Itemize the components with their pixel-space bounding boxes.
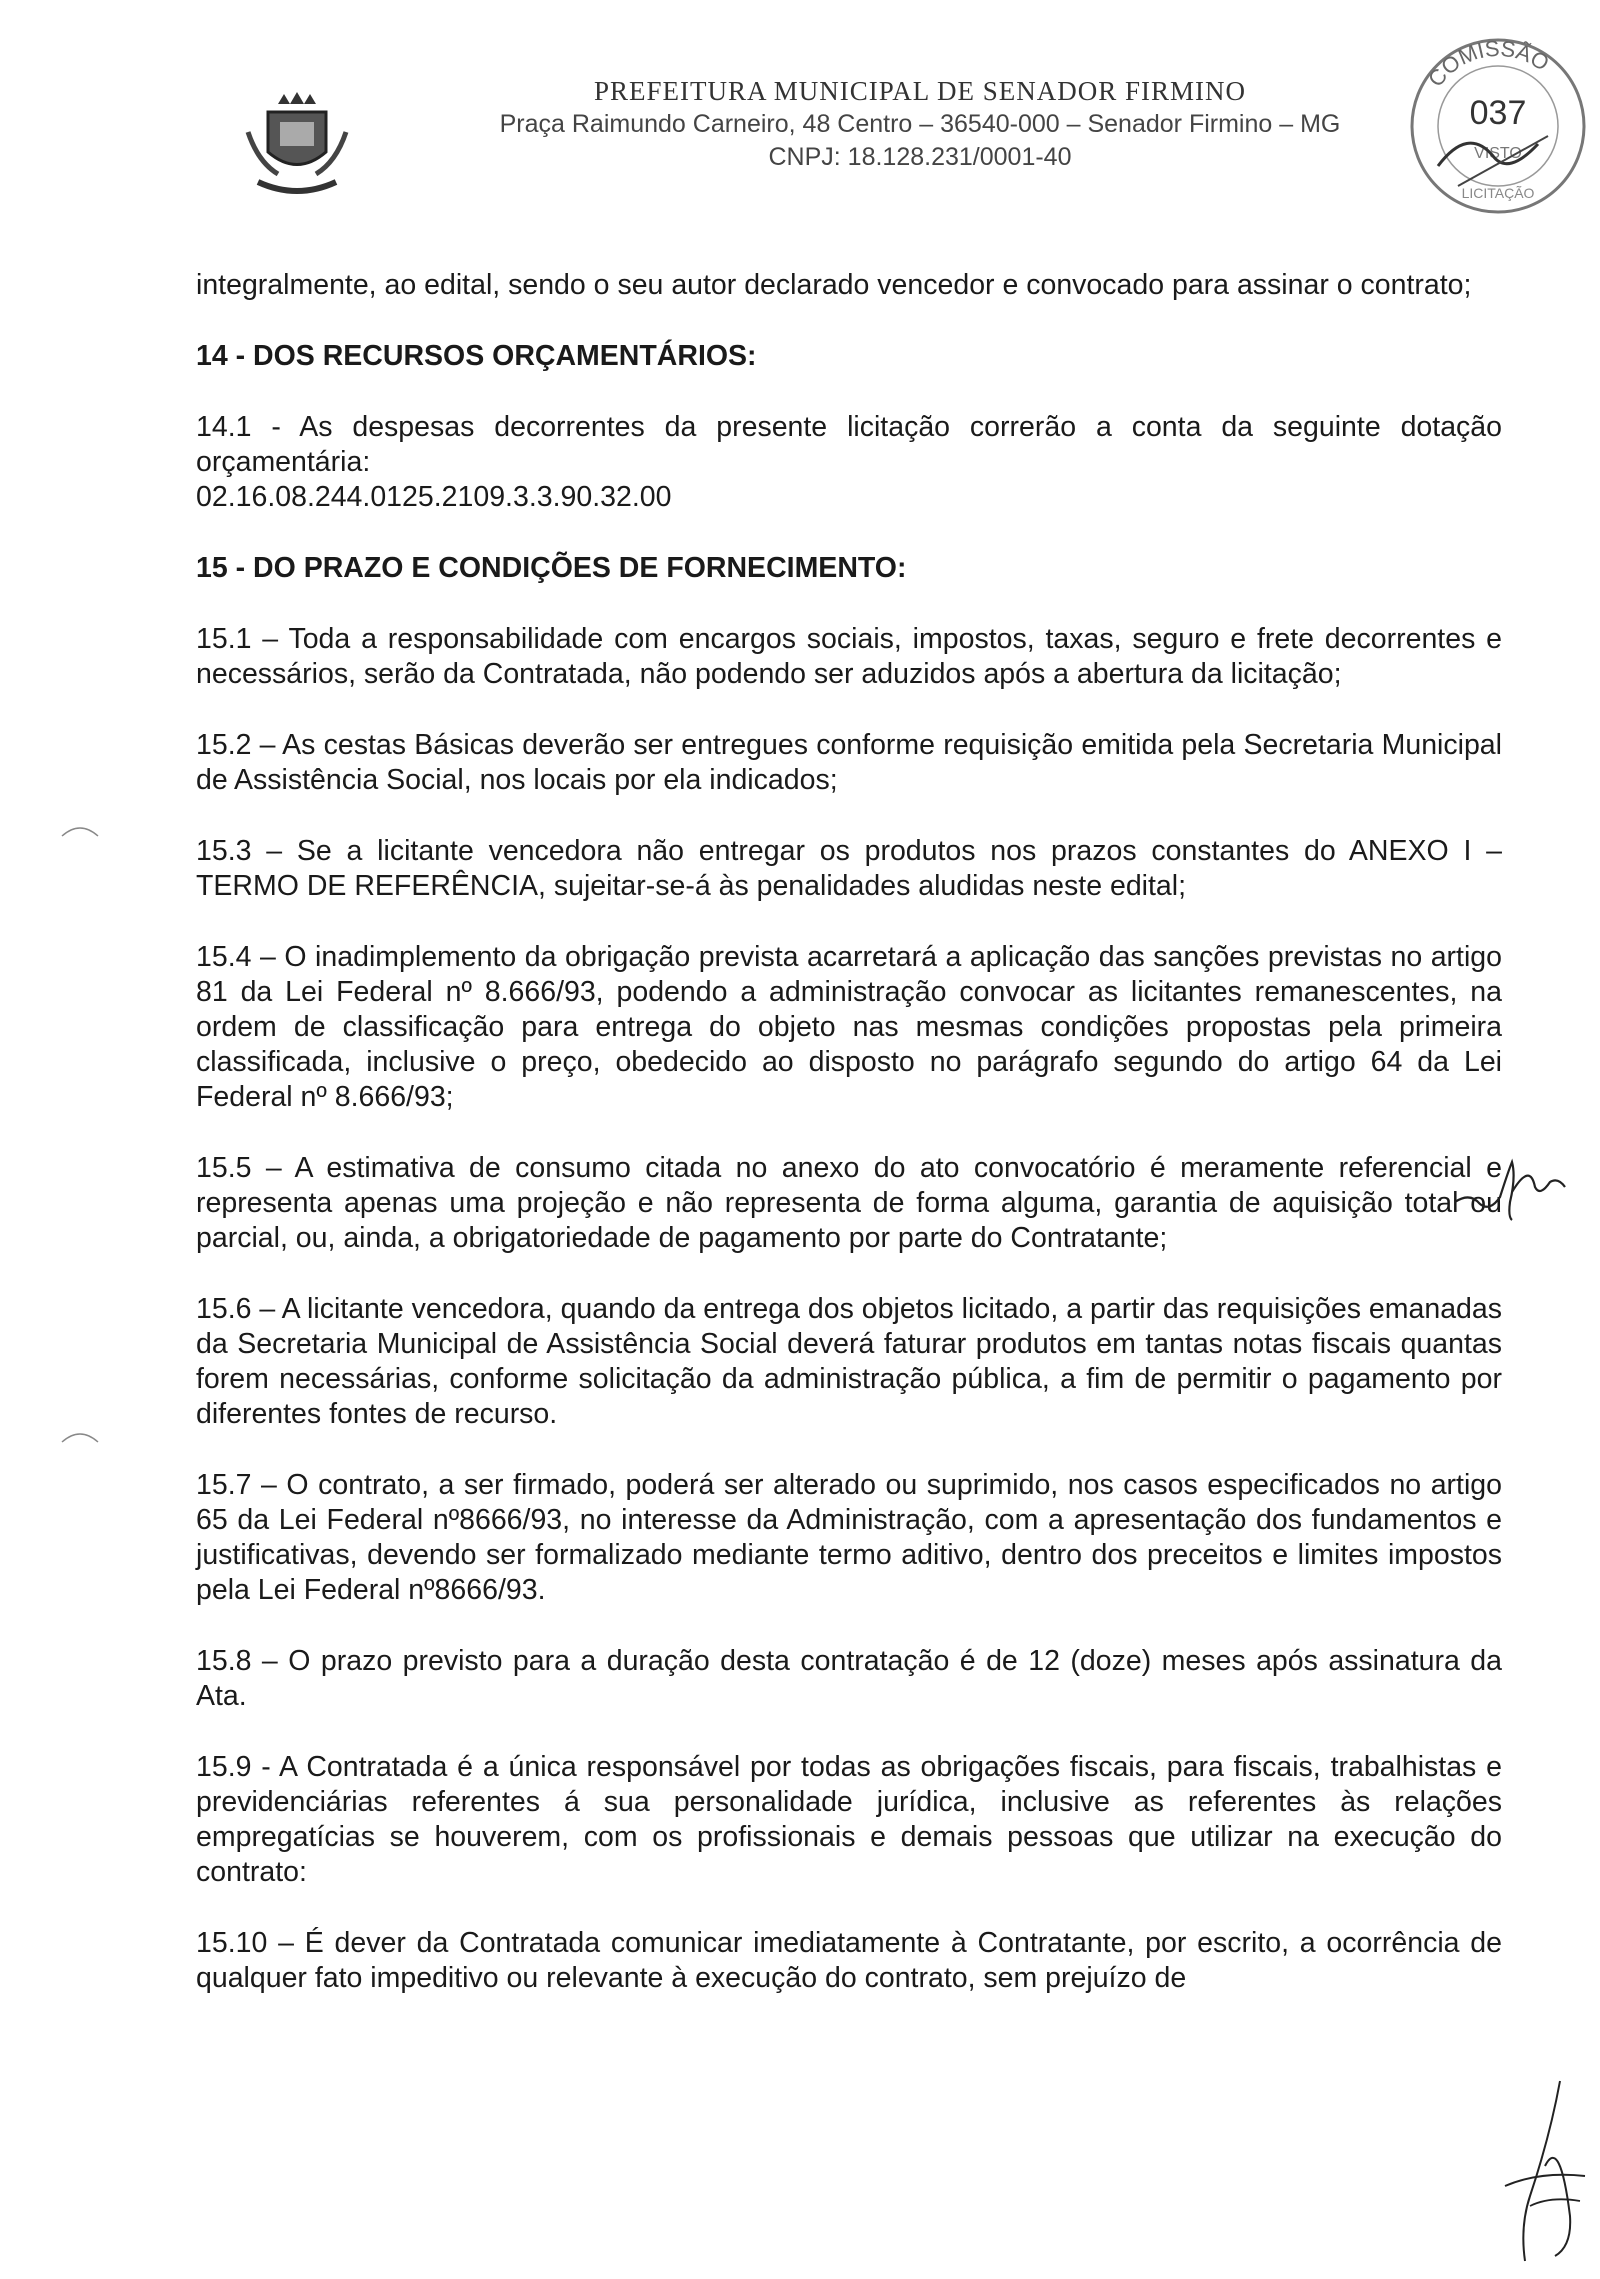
section-15-title: 15 - DO PRAZO E CONDIÇÕES DE FORNECIMENTO: [196,552,907,584]
organization-cnpj: CNPJ: 18.128.231/0001-40 [768,143,1072,171]
svg-text:037: 037 [1469,94,1527,132]
handwritten-signature-icon [1500,2076,1590,2266]
svg-text:VISTO: VISTO [1474,145,1522,162]
paragraph-14-1: 14.1 - As despesas decorrentes da presente licitação correrão a conta da seguinte dotação orçamentária: [196,411,1502,478]
paragraph-15-8: 15.8 – O prazo previsto para a duração desta contratação é de 12 (doze) meses após assinatura da Ata. [196,1645,1502,1712]
budget-code: 02.16.08.244.0125.2109.3.3.90.32.00 [196,481,672,513]
paragraph-15-2: 15.2 – As cestas Básicas deverão ser entregues conforme requisição emitida pela Secretaria Municipal de Assistência Social, nos locais por ela indicados; [196,729,1502,796]
section-14-title: 14 - DOS RECURSOS ORÇAMENTÁRIOS: [196,340,757,372]
paragraph-15-1: 15.1 – Toda a responsabilidade com encargos sociais, impostos, taxas, seguro e frete decorrentes e necessários, serão da Contratada, não podendo ser aduzidos após a abertura da licitação; [196,623,1502,690]
svg-text:LICITAÇÃO: LICITAÇÃO [1461,185,1535,201]
paragraph-15-7: 15.7 – O contrato, a ser firmado, poderá ser alterado ou suprimido, nos casos especificados no artigo 65 da Lei Federal nº8666/93, no interesse da Administração, com a apresentação dos fundamentos e justificativas, devendo ser formalizado mediante termo aditivo, dentro dos preceitos e limites impostos pela Lei Federal nº8666/93. [196,1469,1502,1606]
commission-stamp-icon [1398,26,1598,226]
organization-address: Praça Raimundo Carneiro, 48 Centro – 36540-000 – Senador Firmino – MG [499,110,1341,138]
svg-text:COMISSÃO: COMISSÃO [1422,35,1554,92]
organization-name: PREFEITURA MUNICIPAL DE SENADOR FIRMINO [593,76,1247,106]
intro-paragraph: integralmente, ao edital, sendo o seu autor declarado vencedor e convocado para assinar o contrato; [196,269,1472,301]
municipal-crest-icon [238,82,356,200]
paragraph-15-6: 15.6 – A licitante vencedora, quando da entrega dos objetos licitado, a partir das requisições emanadas da Secretaria Municipal de Assistência Social deverá faturar produtos em tantas notas fiscais quantas forem necessárias, conforme solicitação da administração pública, a fim de permitir o pagamento por diferentes fontes de recurso. [196,1293,1502,1430]
document-body [196,268,1502,1996]
header-text [420,74,1420,174]
paragraph-15-9: 15.9 - A Contratada é a única responsável por todas as obrigações fiscais, para fiscais, trabalhistas e previdenciárias referentes á sua personalidade jurídica, inclusive as referentes às relações empregatícias se houverem, com os profissionais e demais pessoas que utilizar na execução do contrato: [196,1751,1502,1888]
paragraph-15-5: 15.5 – A estimativa de consumo citada no anexo do ato convocatório é meramente referencial e representa apenas uma projeção e não representa de forma alguma, garantia de aquisição total ou parcial, ou, ainda, a obrigatoriedade de pagamento por parte do Contratante; [196,1152,1502,1254]
paragraph-15-3: 15.3 – Se a licitante vencedora não entregar os produtos nos prazos constantes do ANEXO I – TERMO DE REFERÊNCIA, sujeitar-se-á às penalidades aludidas neste edital; [196,835,1502,902]
handwritten-initials-icon [1450,1142,1570,1222]
punch-hole-mark-icon [60,818,100,838]
paragraph-15-4: 15.4 – O inadimplemento da obrigação prevista acarretará a aplicação das sanções previstas no artigo 81 da Lei Federal nº 8.666/93, podendo a administração convocar as licitantes remanescentes, na ordem de classificação para entrega do objeto nas mesmas condições propostas pela primeira classificada, inclusive o preço, obedecido ao disposto no parágrafo segundo do artigo 64 da Lei Federal nº 8.666/93; [196,941,1502,1113]
punch-hole-mark-icon [60,1424,100,1444]
paragraph-15-10: 15.10 – É dever da Contratada comunicar imediatamente à Contratante, por escrito, a ocorrência de qualquer fato impeditivo ou relevante à execução do contrato, sem prejuízo de [196,1927,1502,1994]
page-header [0,0,1600,240]
